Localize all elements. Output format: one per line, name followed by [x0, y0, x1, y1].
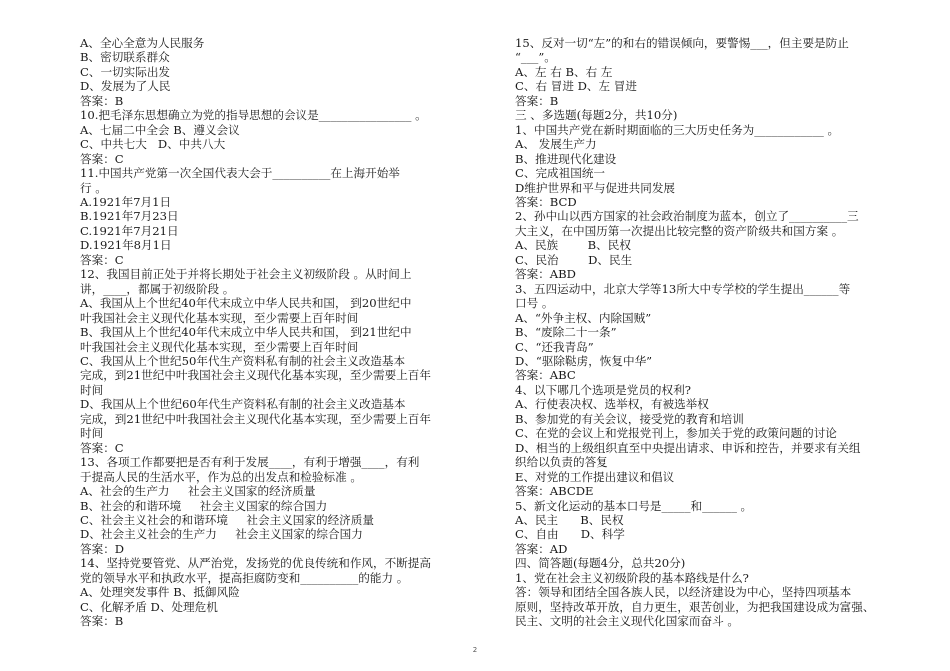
text-line: 原则，坚持改革开放，自力更生，艰苦创业，为把我国建设成为富强、 [515, 599, 875, 614]
text-line: 时间 [80, 426, 104, 441]
text-line: B、参加党的有关会议，接受党的教育和培训 [515, 411, 744, 426]
text-line: 党的领导水平和执政水平，提高拒腐防变和__________的能力 。 [80, 570, 409, 585]
text-line: 织给以负责的答复 [515, 455, 608, 470]
text-line: 于提高人民的生活水平，作为总的出发点和检验标准 。 [80, 469, 362, 484]
text-line: 3、五四运动中，北京大学等13所大中专学校的学生提出______等 [515, 281, 851, 296]
text-line: B.1921年7月23日 [80, 209, 179, 224]
text-line: 三 、多选题(每题2分，共10分) [515, 108, 678, 123]
text-line: B、密切联系群众 [80, 50, 170, 65]
text-line: A、行使表决权、选举权，有被选举权 [515, 397, 709, 412]
text-line: C、完成祖国统一 [515, 166, 606, 181]
text-line: 口号 。 [515, 296, 554, 311]
text-line: 答案：AD [515, 541, 568, 556]
text-line: B、社会的和谐环境 社会主义国家的综合国力 [80, 498, 328, 513]
text-line: 答案：B [80, 93, 124, 108]
text-line: 答案：C [80, 252, 124, 267]
text-line: D维护世界和平与促进共同发展 [515, 180, 676, 195]
text-line: 答案：BCD [515, 194, 577, 209]
text-line: A、民族 B、民权 [515, 238, 631, 253]
text-line: 14、坚持党要管党、从严治党，发扬党的优良传统和作风，不断提高 [80, 556, 431, 571]
text-line: 四、简答题(每题4分，总共20分) [515, 556, 686, 571]
text-line: 讲，____，都属于初级阶段 。 [80, 281, 235, 296]
text-line: C、民治 D、民生 [515, 252, 633, 267]
text-line: 10.把毛泽东思想确立为党的指导思想的会议是________________ 。 [80, 108, 427, 123]
text-line: 叶我国社会主义现代化基本实现，至少需要上百年时间 [80, 339, 359, 354]
text-line: A、“外争主权、内除国贼” [515, 310, 652, 325]
text-line: D.1921年8月1日 [80, 238, 172, 253]
text-line: D、相当的上级组织直至中央提出请求、申诉和控告，并要求有关组 [515, 440, 861, 455]
text-line: A、 发展生产力 [515, 137, 597, 152]
text-line: 1、中国共产党在新时期面临的三大历史任务为____________ 。 [515, 122, 840, 137]
text-line: 12、我国目前正处于并将长期处于社会主义初级阶段 。从时间上 [80, 267, 412, 282]
text-line: “___”。 [515, 50, 556, 65]
page-number: 2 [472, 646, 478, 654]
text-line: A、左 右 B、右 左 [515, 64, 613, 79]
text-line: A、处理突发事件 B、抵御风险 [80, 585, 240, 600]
text-line: C、“还我青岛” [515, 339, 594, 354]
text-line: D、我国从上个世纪60年代生产资料私有制的社会主义改造基本 [80, 397, 406, 412]
text-line: 答案：D [80, 541, 125, 556]
text-line: C.1921年7月21日 [80, 223, 179, 238]
text-line: 答案：ABC [515, 368, 576, 383]
text-line: 答案：C [80, 440, 124, 455]
text-line: B、我国从上个世纪40年代末成立中华人民共和国， 到21世纪中 [80, 325, 412, 340]
text-line: 5、新文化运动的基本口号是_____和______ 。 [515, 498, 753, 513]
text-line: A.1921年7月1日 [80, 194, 172, 209]
text-line: C、在党的会议上和党报党刊上，参加关于党的政策问题的讨论 [515, 426, 837, 441]
text-line: 4、以下哪几个选项是党员的权利? [515, 382, 691, 397]
text-line: 大主义，在中国历第一次提出比较完整的资产阶级共和国方案 。 [515, 223, 844, 238]
text-line: E、对党的工作提出建议和倡议 [515, 469, 675, 484]
text-line: 叶我国社会主义现代化基本实现，至少需要上百年时间 [80, 310, 359, 325]
text-line: C、我国从上个世纪50年代生产资料私有制的社会主义改造基本 [80, 353, 406, 368]
text-line: 2、孙中山以西方国家的社会政治制度为蓝本，创立了__________三 [515, 209, 859, 224]
text-line: B、推进现代化建设 [515, 151, 617, 166]
text-line: C、一切实际出发 [80, 64, 171, 79]
text-line: D、“驱除鞑虏，恢复中华” [515, 353, 653, 368]
text-line: 答案：B [515, 93, 559, 108]
text-line: 答案：C [80, 151, 124, 166]
text-line: 完成，到21世纪中叶我国社会主义现代化基本实现，至少需要上百年 [80, 368, 431, 383]
text-line: 11.中国共产党第一次全国代表大会于__________在上海开始举 [80, 166, 400, 181]
text-line: 完成，到21世纪中叶我国社会主义现代化基本实现，至少需要上百年 [80, 411, 431, 426]
text-line: 民主、文明的社会主义现代化国家而奋斗 。 [515, 614, 739, 629]
text-line: A、我国从上个世纪40年代末成立中华人民共和国， 到20世纪中 [80, 296, 412, 311]
text-line: A、民主 B、民权 [515, 512, 624, 527]
text-line: C、自由 D、科学 [515, 527, 625, 542]
text-line: B、“废除二十一条” [515, 325, 617, 340]
text-line: 答案：ABCDE [515, 484, 594, 499]
text-line: 行 。 [80, 180, 107, 195]
text-line: 答案：ABD [515, 267, 576, 282]
text-line: 15、反对一切“左”的和右的错误倾向，要警惕___，但主要是防止 [515, 36, 849, 50]
text-line: A、七届二中全会 B、遵义会议 [80, 122, 240, 137]
text-line: 1、党在社会主义初级阶段的基本路线是什么? [515, 570, 749, 585]
text-line: C、化解矛盾 D、处理危机 [80, 599, 218, 614]
right-column [515, 36, 915, 629]
text-line: A、全心全意为人民服务 [80, 36, 205, 50]
text-line: 答：领导和团结全国各族人民，以经济建设为中心，坚持四项基本 [515, 585, 852, 600]
text-line: C、社会主义社会的和谐环境 社会主义国家的经济质量 [80, 512, 374, 527]
text-line: 答案：B [80, 614, 124, 629]
text-line: D、发展为了人民 [80, 79, 171, 94]
text-line: C、右 冒进 D、左 冒进 [515, 79, 637, 94]
left-column [80, 36, 480, 629]
text-line: A、社会的生产力 社会主义国家的经济质量 [80, 484, 316, 499]
text-line: C、中共七大 D、中共八大 [80, 137, 226, 152]
text-line: 时间 [80, 382, 104, 397]
text-line: 13、各项工作都要把是否有利于发展____，有利于增强____，有利 [80, 455, 420, 470]
text-line: D、社会主义社会的生产力 社会主义国家的综合国力 [80, 527, 363, 542]
